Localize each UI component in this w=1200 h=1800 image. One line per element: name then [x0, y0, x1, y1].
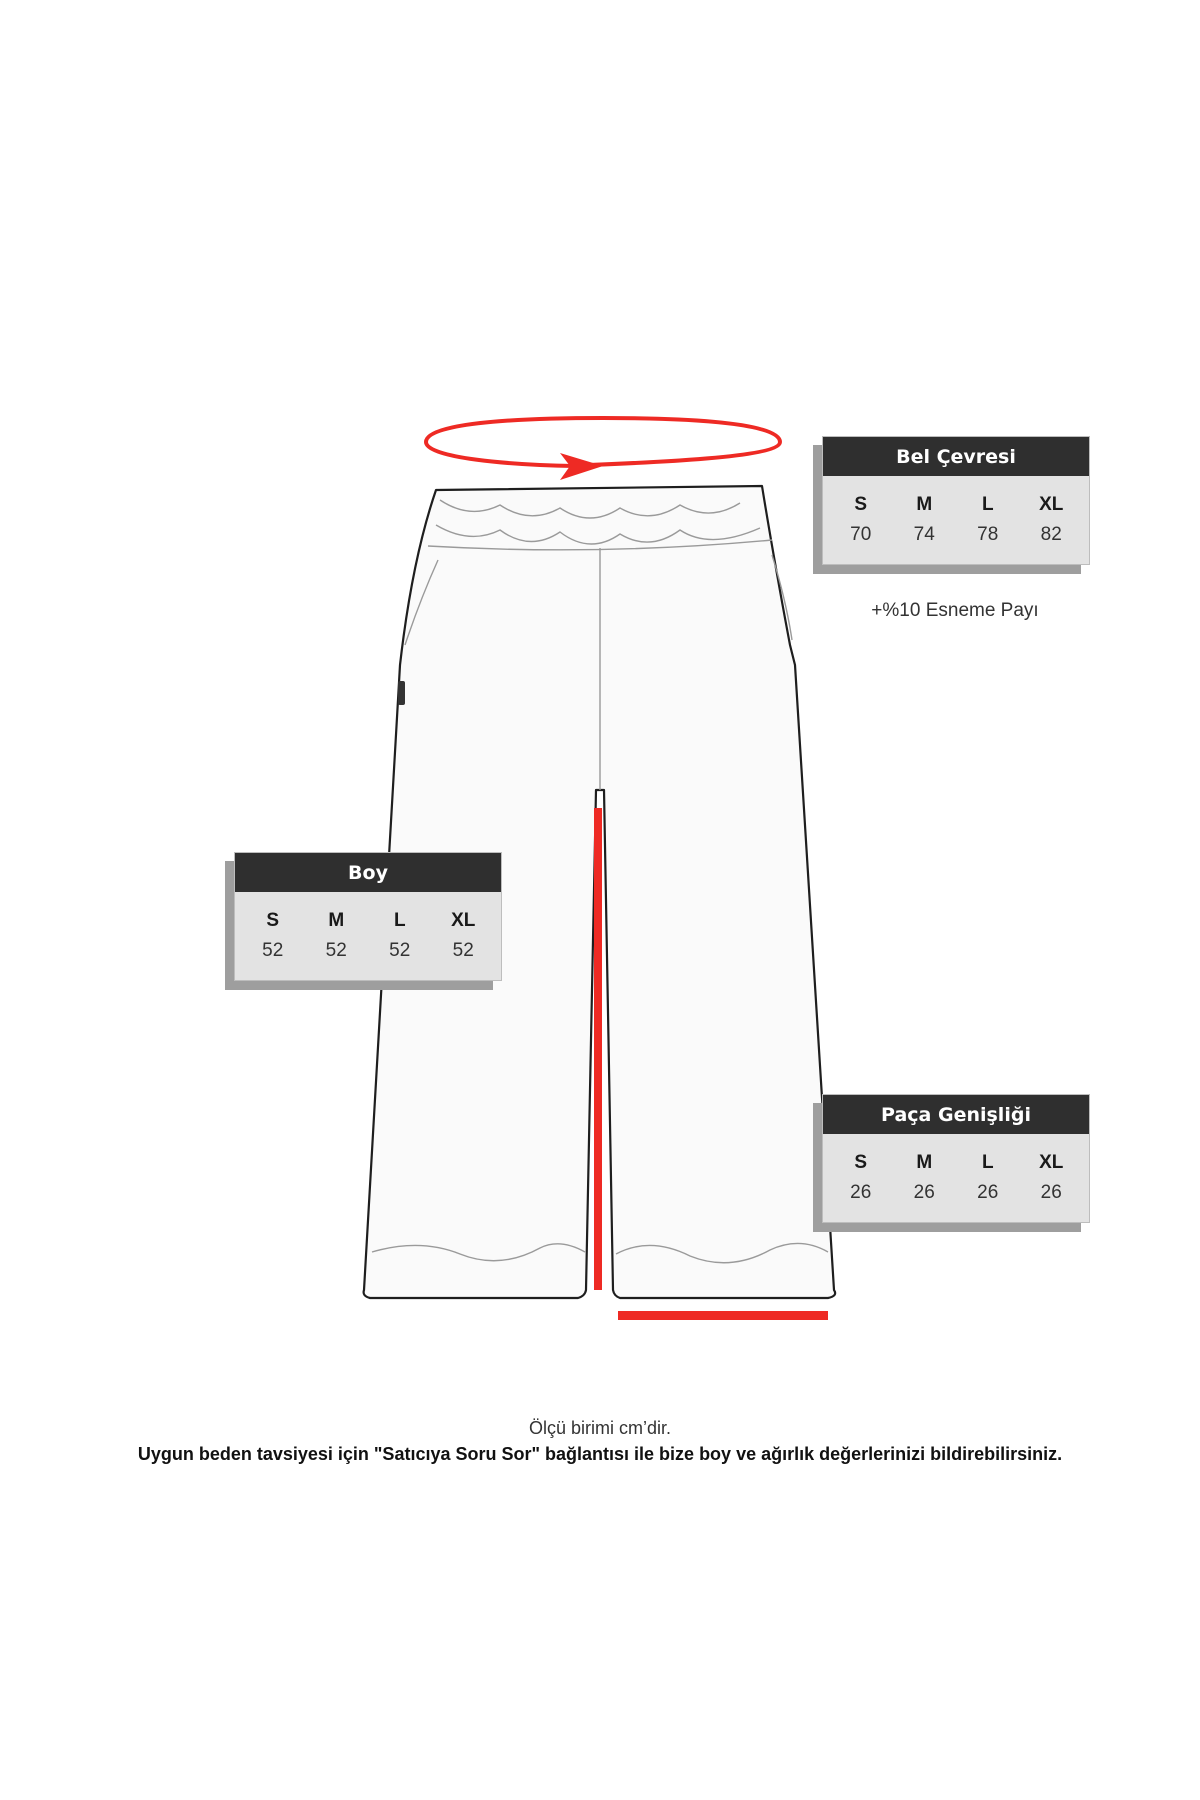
waist-measure-arrow: [426, 418, 780, 466]
length-size-card: [234, 852, 502, 981]
unit-note: Ölçü birimi cm’dir.: [528, 1418, 671, 1438]
stretch-allowance-note: +%10 Esneme Payı: [871, 600, 1039, 621]
waist-ellipse-arc: [426, 418, 780, 466]
hem-value-s: 26: [850, 1182, 872, 1203]
size-label-s: S: [266, 910, 280, 931]
length-value-s: 52: [262, 940, 284, 961]
waist-value-l: 78: [977, 524, 999, 545]
size-label-l: L: [981, 1152, 994, 1173]
size-header-row: [241, 906, 495, 936]
size-label-m: M: [916, 1152, 933, 1173]
hem-width-size-card: [822, 1094, 1090, 1223]
length-value-row: [241, 936, 495, 966]
waist-size-card: [822, 436, 1090, 565]
size-label-l: L: [393, 910, 406, 931]
size-label-s: S: [854, 494, 868, 515]
length-value-m: 52: [325, 940, 347, 961]
size-label-xl: XL: [1039, 494, 1064, 515]
hem-value-l: 26: [977, 1182, 999, 1203]
size-label-l: L: [981, 494, 994, 515]
length-value-xl: 52: [452, 940, 474, 961]
hem-value-row: [829, 1178, 1083, 1208]
waist-value-s: 70: [850, 524, 872, 545]
waist-card-title: Bel Çevresi: [823, 437, 1089, 476]
size-label-m: M: [328, 910, 345, 931]
waist-value-xl: 82: [1040, 524, 1062, 545]
hem-value-m: 26: [913, 1182, 935, 1203]
hem-value-xl: 26: [1040, 1182, 1062, 1203]
size-header-row: [829, 1148, 1083, 1178]
length-measure-line: [594, 808, 602, 1290]
size-label-xl: XL: [451, 910, 476, 931]
hem-card-title: Paça Genişliği: [823, 1095, 1089, 1134]
length-value-l: 52: [389, 940, 411, 961]
side-label-tag: [398, 681, 405, 705]
size-header-row: [829, 490, 1083, 520]
size-label-xl: XL: [1039, 1152, 1064, 1173]
size-label-s: S: [854, 1152, 868, 1173]
waist-value-row: [829, 520, 1083, 550]
size-label-m: M: [916, 494, 933, 515]
waist-value-m: 74: [913, 524, 935, 545]
length-card-title: Boy: [235, 853, 501, 892]
hem-measure-line: [618, 1311, 828, 1320]
size-advice-text: Uygun beden tavsiyesi için "Satıcıya Soru Sor" bağlantısı ile bize boy ve ağırlık değerlerinizi bildirebilirsiniz.: [137, 1444, 1063, 1464]
